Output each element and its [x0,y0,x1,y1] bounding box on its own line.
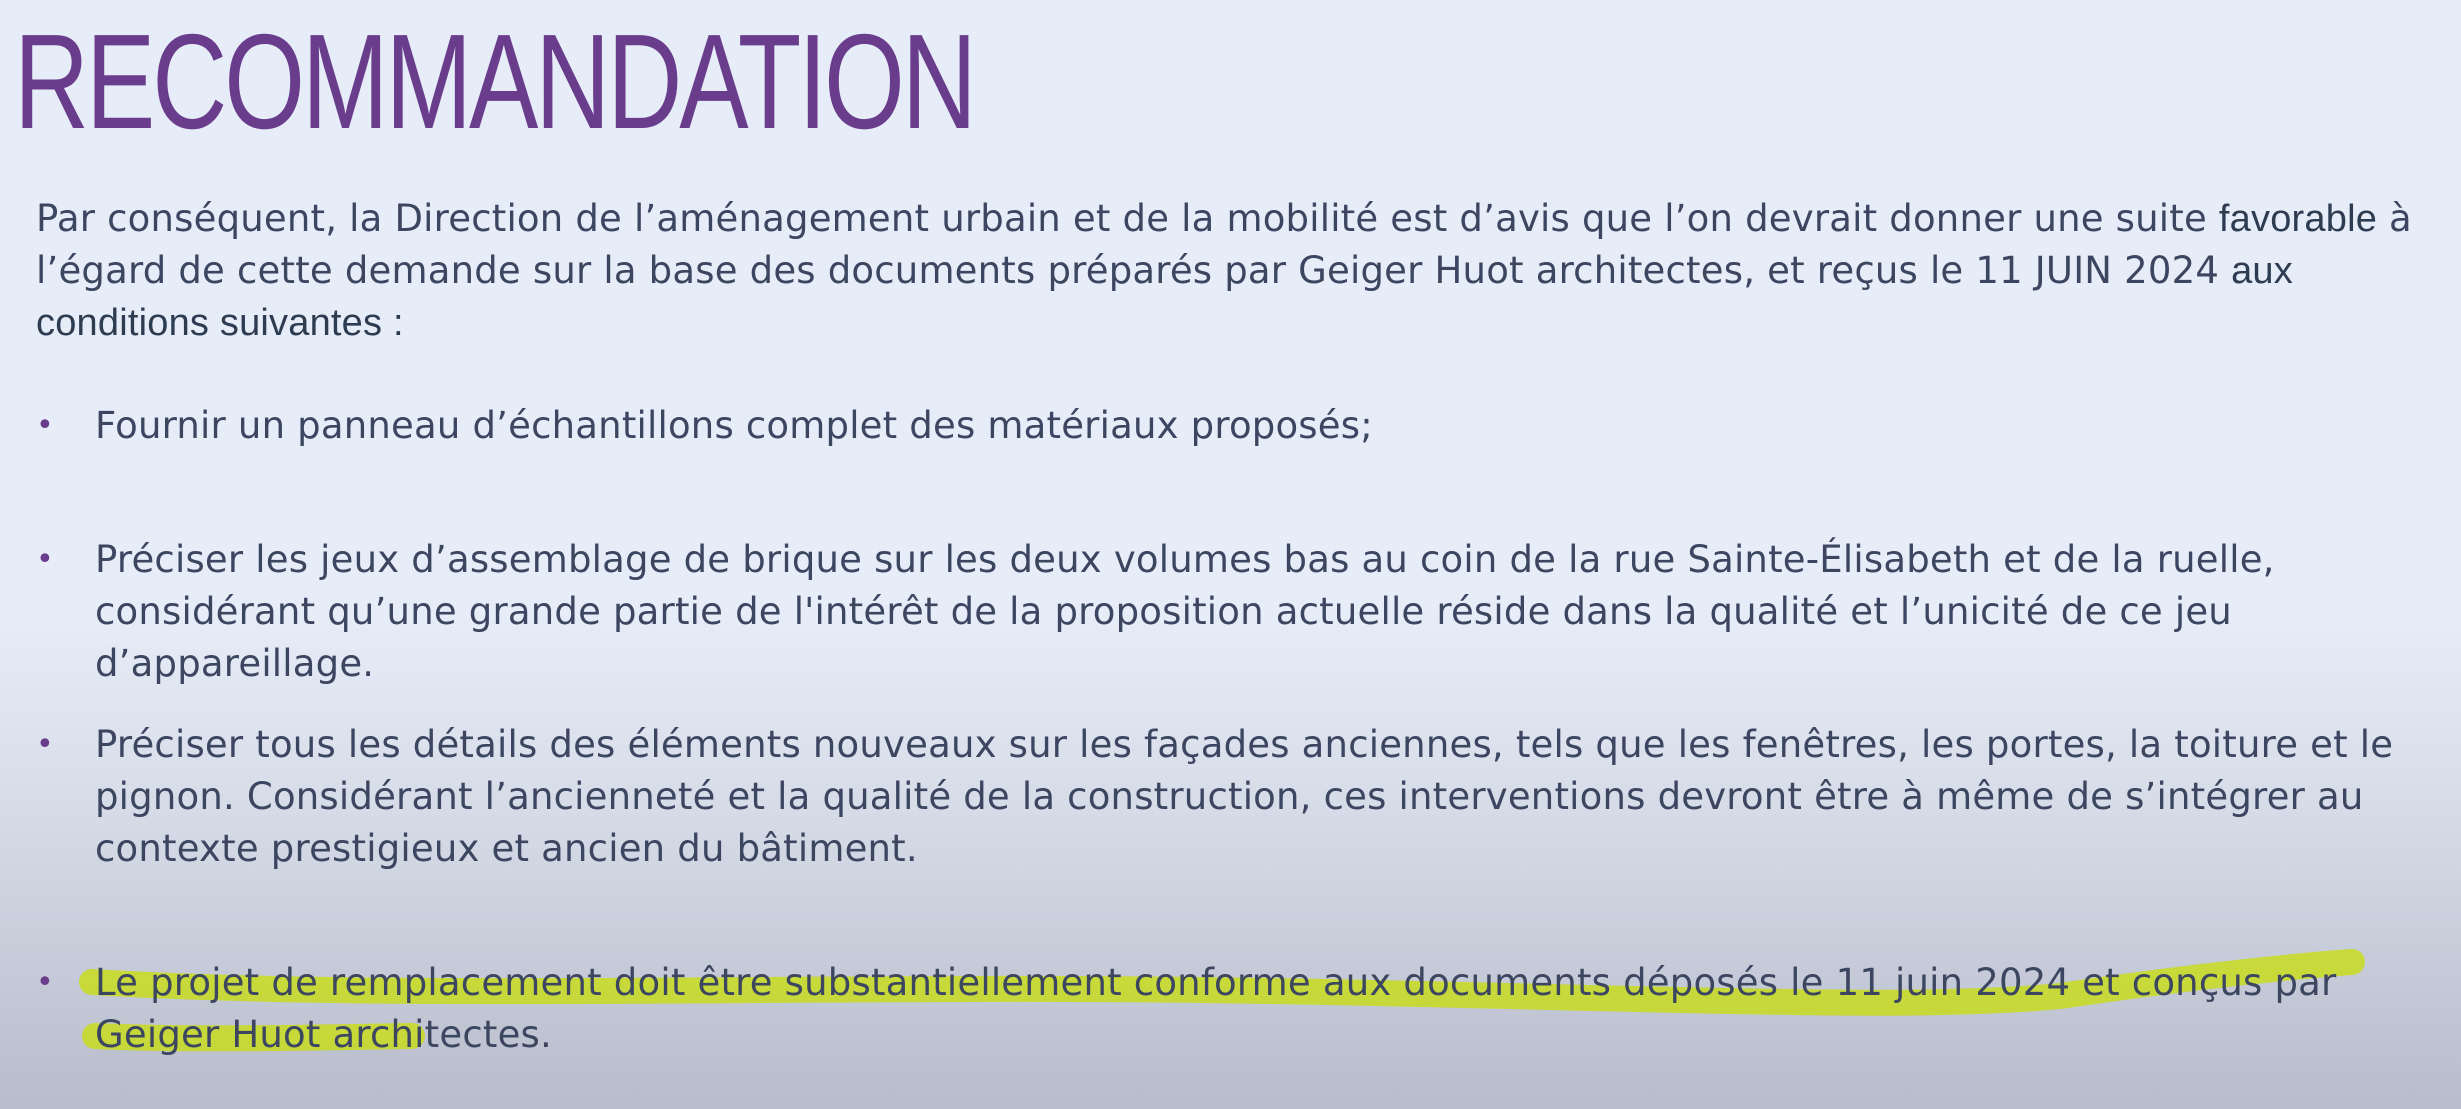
intro-paragraph [36,193,2456,349]
bullet-icon: • [36,408,54,443]
bullet-icon: • [36,965,54,1000]
intro-conditions: aux conditions suivantes : [36,250,2293,344]
intro-text-start: Par conséquent, la Direction de l’aménagement urbain et de la mobilité est d’avis que l’on devrait donner une suite [36,197,2219,240]
bullet-icon: • [36,542,54,577]
intro-text-mid: à l’égard de cette demande sur la base des documents préparés par Geiger Huot architectes, et reçus le 11 JUIN 2024 [36,197,2412,292]
list-item-text-highlighted: Le projet de remplacement doit être substantiellement conforme aux documents déposés le 11 juin 2024 et conçus par Geiger Huot architectes. [95,961,2337,1056]
list-item-text: Préciser les jeux d’assemblage de brique sur les deux volumes bas au coin de la rue Sainte-Élisabeth et de la ruelle, considérant qu’une grande partie de l'intérêt de la proposition actuelle réside dans la qualité et l’unicité de ce jeu d’appareillage. [95,538,2275,685]
bullet-icon: • [36,727,54,762]
list-item-text: Fournir un panneau d’échantillons complet des matériaux proposés; [95,404,1373,447]
intro-favorable: favorable [2218,198,2378,240]
page-title: RECOMMANDATION [14,6,974,157]
list-item-text: Préciser tous les détails des éléments nouveaux sur les façades anciennes, tels que les fenêtres, les portes, la toiture et le pignon. Considérant l’ancienneté et la qualité de la construction, ces interventions devront être à même de s’intégrer au contexte prestigieux et ancien du bâtiment. [95,723,2394,870]
